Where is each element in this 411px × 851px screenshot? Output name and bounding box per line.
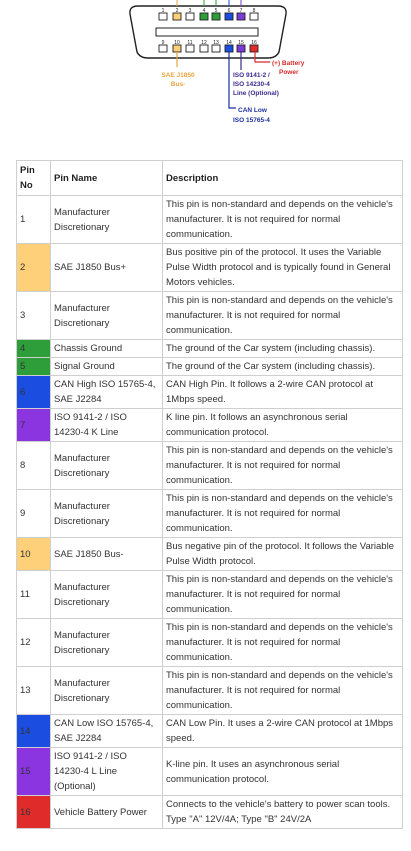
pin-name-cell: CAN High ISO 15765-4, SAE J2284 (51, 376, 163, 409)
connector-pin-number: 3 (188, 8, 192, 14)
pin-description-cell: The ground of the Car system (including chassis). (163, 358, 403, 376)
table-row (17, 409, 403, 442)
pin-name-cell: Manufacturer Discretionary (51, 619, 163, 667)
pin-name-cell: Manufacturer Discretionary (51, 667, 163, 715)
pin-number-cell: 2 (17, 244, 51, 292)
table-row (17, 490, 403, 538)
connector-pin (237, 45, 245, 52)
pin-number-cell: 15 (17, 748, 51, 796)
pin-description-cell: Connects to the vehicle's battery to power scan tools. Type "A" 12V/4A; Type "B" 24V/2A (163, 796, 403, 829)
table-row (17, 442, 403, 490)
connector-pin-number: 1 (161, 8, 165, 14)
pin-description-cell: This pin is non-standard and depends on the vehicle's manufacturer. It is not required for normal communication. (163, 442, 403, 490)
table-header-row (17, 161, 403, 196)
table-row (17, 538, 403, 571)
table-row (17, 358, 403, 376)
connector-pin (173, 13, 181, 20)
pin-name-cell: Vehicle Battery Power (51, 796, 163, 829)
pin-number-cell: 1 (17, 196, 51, 244)
connector-pin-number: 8 (252, 8, 256, 14)
pin-description-cell: CAN High Pin. It follows a 2-wire CAN protocol at 1Mbps speed. (163, 376, 403, 409)
pin-number-cell: 16 (17, 796, 51, 829)
table-row (17, 748, 403, 796)
pin-name-cell: Manufacturer Discretionary (51, 571, 163, 619)
pinout-table (16, 160, 403, 829)
connector-pin-number: 10 (174, 40, 180, 46)
table-row (17, 667, 403, 715)
battery-label-line1: (+) Battery (272, 60, 305, 67)
table-row (17, 376, 403, 409)
connector-pin-number: 4 (202, 8, 206, 14)
table-row (17, 244, 403, 292)
pin-description-cell: The ground of the Car system (including chassis). (163, 340, 403, 358)
header-pin-name: Pin Name (51, 161, 163, 196)
connector-pin (225, 45, 233, 52)
pin-number-cell: 10 (17, 538, 51, 571)
pin-name-cell: ISO 9141-2 / ISO 14230-4 K Line (51, 409, 163, 442)
pin-description-cell: Bus negative pin of the protocol. It follows the Variable Pulse Width protocol. (163, 538, 403, 571)
connector-center-slot (156, 28, 258, 36)
pin-name-cell: Manufacturer Discretionary (51, 490, 163, 538)
pin-name-cell: Signal Ground (51, 358, 163, 376)
pin-number-cell: 5 (17, 358, 51, 376)
connector-pin (159, 13, 167, 20)
pin-name-cell: CAN Low ISO 15765-4, SAE J2284 (51, 715, 163, 748)
pin-description-cell: This pin is non-standard and depends on the vehicle's manufacturer. It is not required for normal communication. (163, 667, 403, 715)
obd2-connector-diagram (0, 0, 411, 160)
table-row (17, 715, 403, 748)
pin-number-cell: 4 (17, 340, 51, 358)
connector-pin (159, 45, 167, 52)
pin-number-cell: 8 (17, 442, 51, 490)
pin-description-cell: CAN Low Pin. It uses a 2-wire CAN protocol at 1Mbps speed. (163, 715, 403, 748)
table-row (17, 292, 403, 340)
connector-pin-number: 2 (175, 8, 179, 14)
header-description: Description (163, 161, 403, 196)
pin-name-cell: Manufacturer Discretionary (51, 442, 163, 490)
connector-pin-number: 15 (238, 40, 244, 46)
connector-pin (173, 45, 181, 52)
connector-pin (225, 13, 233, 20)
table-row (17, 196, 403, 244)
iso-label-line2: ISO 14230-4 (233, 81, 270, 88)
iso-label-line3: Line (Optional) (233, 90, 279, 97)
connector-pin-number: 9 (161, 40, 165, 46)
connector-pin-number: 13 (213, 40, 219, 46)
table-row (17, 571, 403, 619)
pin-description-cell: This pin is non-standard and depends on the vehicle's manufacturer. It is not required for normal communication. (163, 196, 403, 244)
pin-description-cell: This pin is non-standard and depends on the vehicle's manufacturer. It is not required for normal communication. (163, 490, 403, 538)
can-label-line1: CAN Low (238, 107, 267, 114)
connector-pin (212, 13, 220, 20)
pin-description-cell: This pin is non-standard and depends on the vehicle's manufacturer. It is not required for normal communication. (163, 571, 403, 619)
sae-label-line1: SAE J1850 (161, 72, 195, 79)
connector-pin (250, 13, 258, 20)
connector-pin (186, 13, 194, 20)
table-row (17, 796, 403, 829)
pin-description-cell: K line pin. It follows an asynchronous serial communication protocol. (163, 409, 403, 442)
pin-description-cell: This pin is non-standard and depends on the vehicle's manufacturer. It is not required for normal communication. (163, 619, 403, 667)
pin-name-cell: Chassis Ground (51, 340, 163, 358)
table-row (17, 340, 403, 358)
header-pin-no: Pin No (17, 161, 51, 196)
connector-pin-number: 5 (214, 8, 218, 14)
connector-pin (237, 13, 245, 20)
battery-label-line2: Power (279, 69, 299, 76)
connector-pin (250, 45, 258, 52)
pin-name-cell: SAE J1850 Bus- (51, 538, 163, 571)
connector-pin-number: 12 (201, 40, 207, 46)
pin-number-cell: 7 (17, 409, 51, 442)
pin-number-cell: 12 (17, 619, 51, 667)
pin-description-cell: This pin is non-standard and depends on the vehicle's manufacturer. It is not required for normal communication. (163, 292, 403, 340)
iso-label-line1: ISO 9141-2 / (233, 72, 270, 79)
connector-pin-number: 6 (227, 8, 231, 14)
pin-description-cell: K-line pin. It uses an asynchronous serial communication protocol. (163, 748, 403, 796)
pin-number-cell: 9 (17, 490, 51, 538)
pin-name-cell: Manufacturer Discretionary (51, 196, 163, 244)
pin-number-cell: 11 (17, 571, 51, 619)
pin-number-cell: 13 (17, 667, 51, 715)
pin-name-cell: SAE J1850 Bus+ (51, 244, 163, 292)
table-row (17, 619, 403, 667)
connector-pin-number: 16 (251, 40, 257, 46)
pin-name-cell: Manufacturer Discretionary (51, 292, 163, 340)
pin-name-cell: ISO 9141-2 / ISO 14230-4 L Line (Optional) (51, 748, 163, 796)
pin-description-cell: Bus positive pin of the protocol. It uses the Variable Pulse Width protocol and is typically found in General Motors vehicles. (163, 244, 403, 292)
pin-number-cell: 14 (17, 715, 51, 748)
connector-pin (212, 45, 220, 52)
connector-pin (186, 45, 194, 52)
connector-pin-number: 14 (226, 40, 232, 46)
connector-pin-number: 7 (239, 8, 243, 14)
can-label-line2: ISO 15765-4 (233, 117, 270, 124)
connector-pin (200, 45, 208, 52)
connector-pin (200, 13, 208, 20)
connector-pin-number: 11 (187, 40, 193, 46)
pin-number-cell: 6 (17, 376, 51, 409)
sae-label-line2: Bus- (170, 81, 186, 88)
pin-number-cell: 3 (17, 292, 51, 340)
